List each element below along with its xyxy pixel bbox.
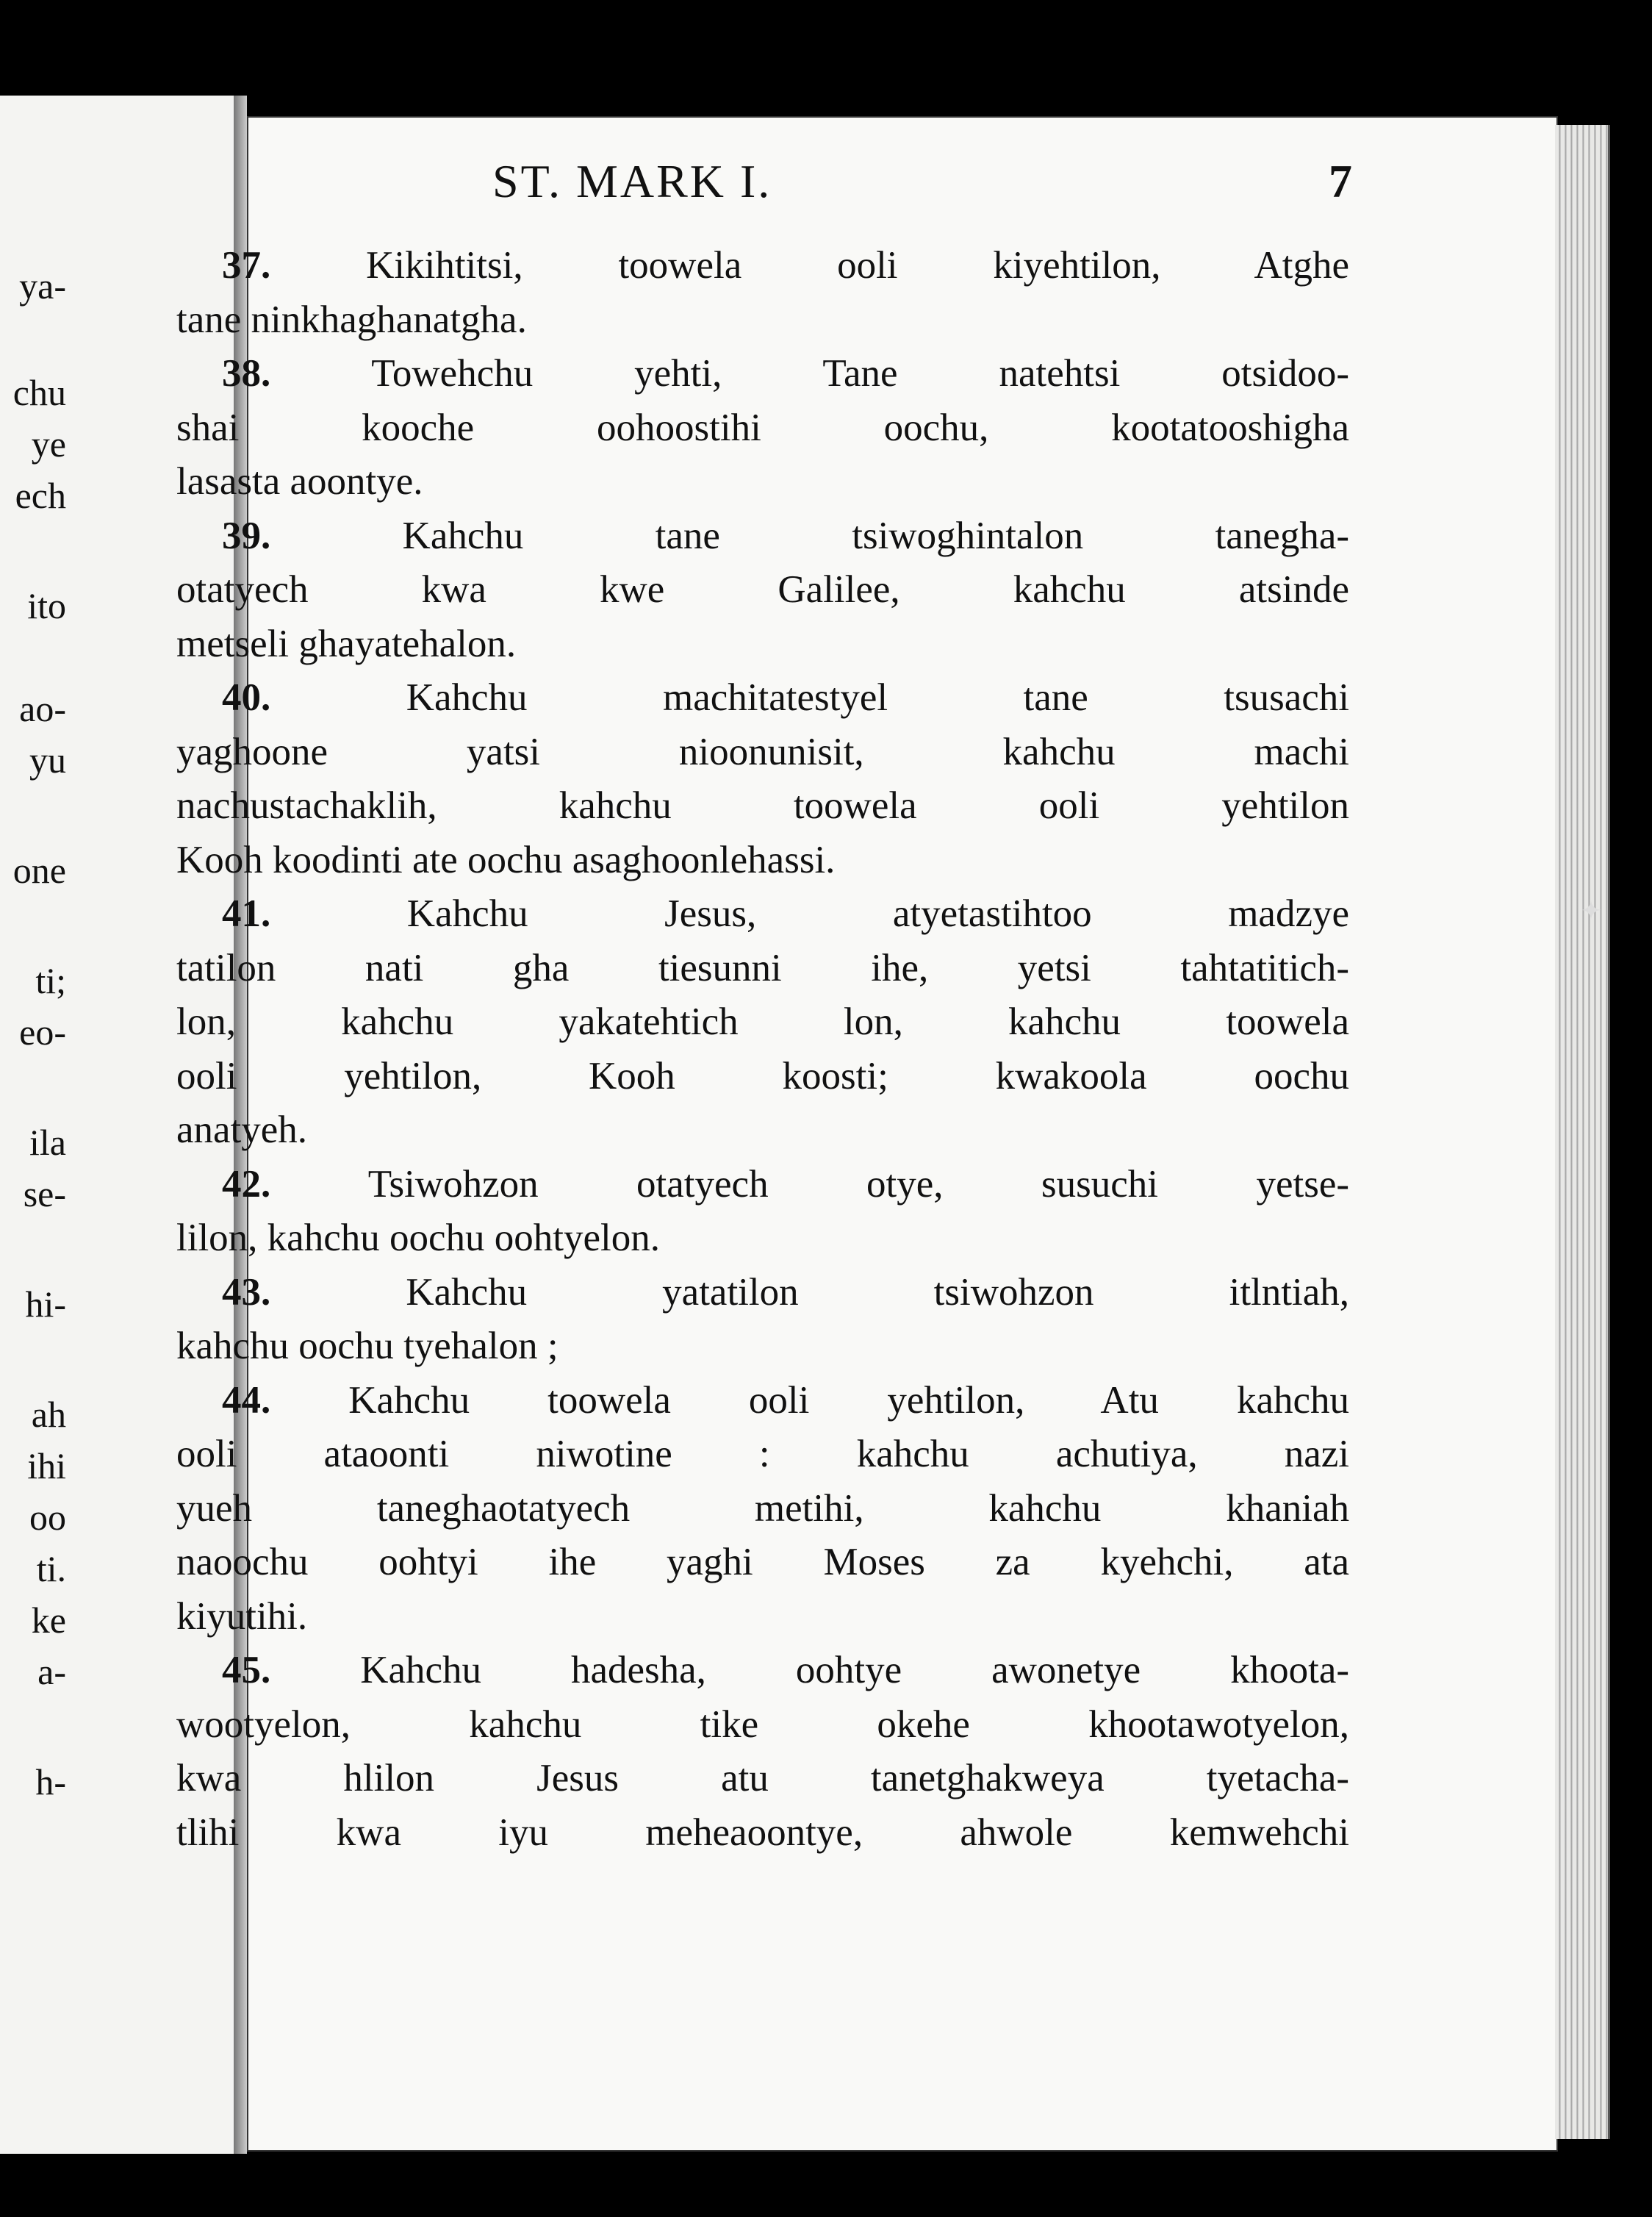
left-page-fragment: chu [12,372,66,413]
bookmark-icon: ✦ [1580,896,1603,925]
page-header [492,154,1352,213]
verse-number: 37. [222,244,271,287]
line-text: tane ninkhaghanatgha. [176,298,527,341]
text-line [176,726,1349,780]
line-text: ooli ataoonti niwotine : kahchu achutiya, nazi [176,1433,1349,1475]
line-text: Kahchu machitatestyel tane tsusachi [406,676,1349,719]
text-line [176,1319,1349,1374]
page-number: 7 [1329,155,1352,207]
line-text: naoochu oohtyi ihe yaghi Moses za kyehchi, ata [176,1541,1349,1583]
line-text: Kahchu toowela ooli yehtilon, Atu kahchu [348,1378,1350,1422]
text-line [176,1482,1349,1536]
text-line [176,347,1349,401]
line-text: yueh taneghaotatyech metihi, kahchu khaniah [176,1486,1349,1530]
line-text: kahchu oochu tyehalon ; [176,1325,559,1367]
text-line [176,942,1349,996]
line-text: kiyutihi. [176,1594,308,1638]
text-line [176,1644,1349,1698]
left-page-fragment: h- [35,1761,66,1802]
line-text: ooli yehtilon, Kooh koosti; kwakoola oochu [176,1054,1349,1097]
running-head: ST. MARK I. [492,155,772,207]
line-text: tatilon nati gha tiesunni ihe, yetsi tahtatitich- [176,946,1349,989]
text-line [176,239,1349,293]
text-line [176,1103,1349,1158]
text-line [176,1806,1349,1860]
left-page-fragment: ah [31,1394,66,1435]
left-page-fragment: oo [29,1497,66,1538]
text-line [176,1158,1349,1212]
left-page-fragment: ke [31,1600,66,1641]
verse-number: 44. [222,1378,271,1422]
line-text: metseli ghayatehalon. [176,622,517,665]
line-text: Kooh koodinti ate oochu asaghoonlehassi. [176,838,836,881]
line-text: lon, kahchu yakatehtich lon, kahchu toowela [176,1000,1349,1043]
left-page-fragment: ila [29,1122,66,1163]
text-line [176,1698,1349,1752]
text-line [176,563,1349,617]
left-page-fragment: ti; [35,960,66,1001]
verse-number: 38. [222,352,271,395]
left-page-fragment: yu [29,739,66,781]
left-page-fragment: one [12,850,66,891]
text-line [176,834,1349,888]
left-page-fragment: ye [31,423,66,465]
line-text: nachustachaklih, kahchu toowela ooli yehtilon [176,784,1349,827]
text-line [176,995,1349,1050]
line-text: Towehchu yehti, Tane natehtsi otsidoo- [371,352,1350,395]
text-line [176,455,1349,509]
text-line [176,671,1349,726]
text-line [176,509,1349,564]
line-text: Kikihtitsi, toowela ooli kiyehtilon, Atghe [366,244,1350,287]
verse-number: 39. [222,514,271,557]
line-text: Tsiwohzon otatyech otye, susuchi yetse- [367,1162,1349,1206]
left-page-fragment: ech [15,475,66,516]
left-page-fragment: ito [27,585,66,626]
text-line [176,401,1349,456]
line-text: Kahchu tane tsiwoghintalon tanegha- [402,514,1350,557]
line-text: Kahchu Jesus, atyetastihtoo madzye [406,892,1350,935]
text-line [176,887,1349,942]
text-line [176,1536,1349,1590]
line-text: anatyeh. [176,1108,308,1151]
verse-number: 42. [222,1162,271,1206]
left-page-fragment: eo- [19,1011,66,1053]
left-page-fragment: ti. [36,1548,66,1589]
body-text [176,239,1349,1860]
text-line [176,1050,1349,1104]
verse-number: 45. [222,1649,271,1691]
line-text: yaghoone yatsi nioonunisit, kahchu machi [176,730,1349,773]
text-line [176,1374,1349,1428]
line-text: tlihi kwa iyu meheaoontye, ahwole kemwehchi [176,1811,1349,1854]
verse-number: 41. [222,892,271,935]
text-line [176,1752,1349,1806]
verse-number: 43. [222,1270,271,1314]
left-page-fragment: ya- [19,265,66,307]
text-line [176,1266,1349,1320]
left-page-fragment: hi- [25,1283,66,1325]
text-line [176,617,1349,672]
line-text: Kahchu hadesha, oohtye awonetye khoota- [360,1649,1349,1691]
text-line [176,1590,1349,1644]
page-edges [1555,125,1610,2139]
text-line [176,779,1349,834]
line-text: Kahchu yatatilon tsiwohzon itlntiah, [406,1270,1350,1314]
left-page-fragment: se- [23,1173,66,1214]
line-text: otatyech kwa kwe Galilee, kahchu atsinde [176,568,1349,611]
line-text: wootyelon, kahchu tike okehe khootawotyelon, [176,1702,1349,1746]
verse-number: 40. [222,676,271,719]
text-line [176,1211,1349,1266]
text-line [176,1428,1349,1482]
line-text: shai kooche oohoostihi oochu, kootatooshigha [176,406,1349,449]
line-text: kwa hlilon Jesus atu tanetghakweya tyetacha- [176,1757,1349,1799]
left-page-fragment: a- [37,1651,66,1692]
line-text: lilon, kahchu oochu oohtyelon. [176,1217,660,1259]
line-text: lasasta aoontye. [176,460,423,503]
left-page-fragment: ihi [27,1445,66,1486]
left-page-fragment: ao- [19,688,66,729]
text-line [176,293,1349,348]
